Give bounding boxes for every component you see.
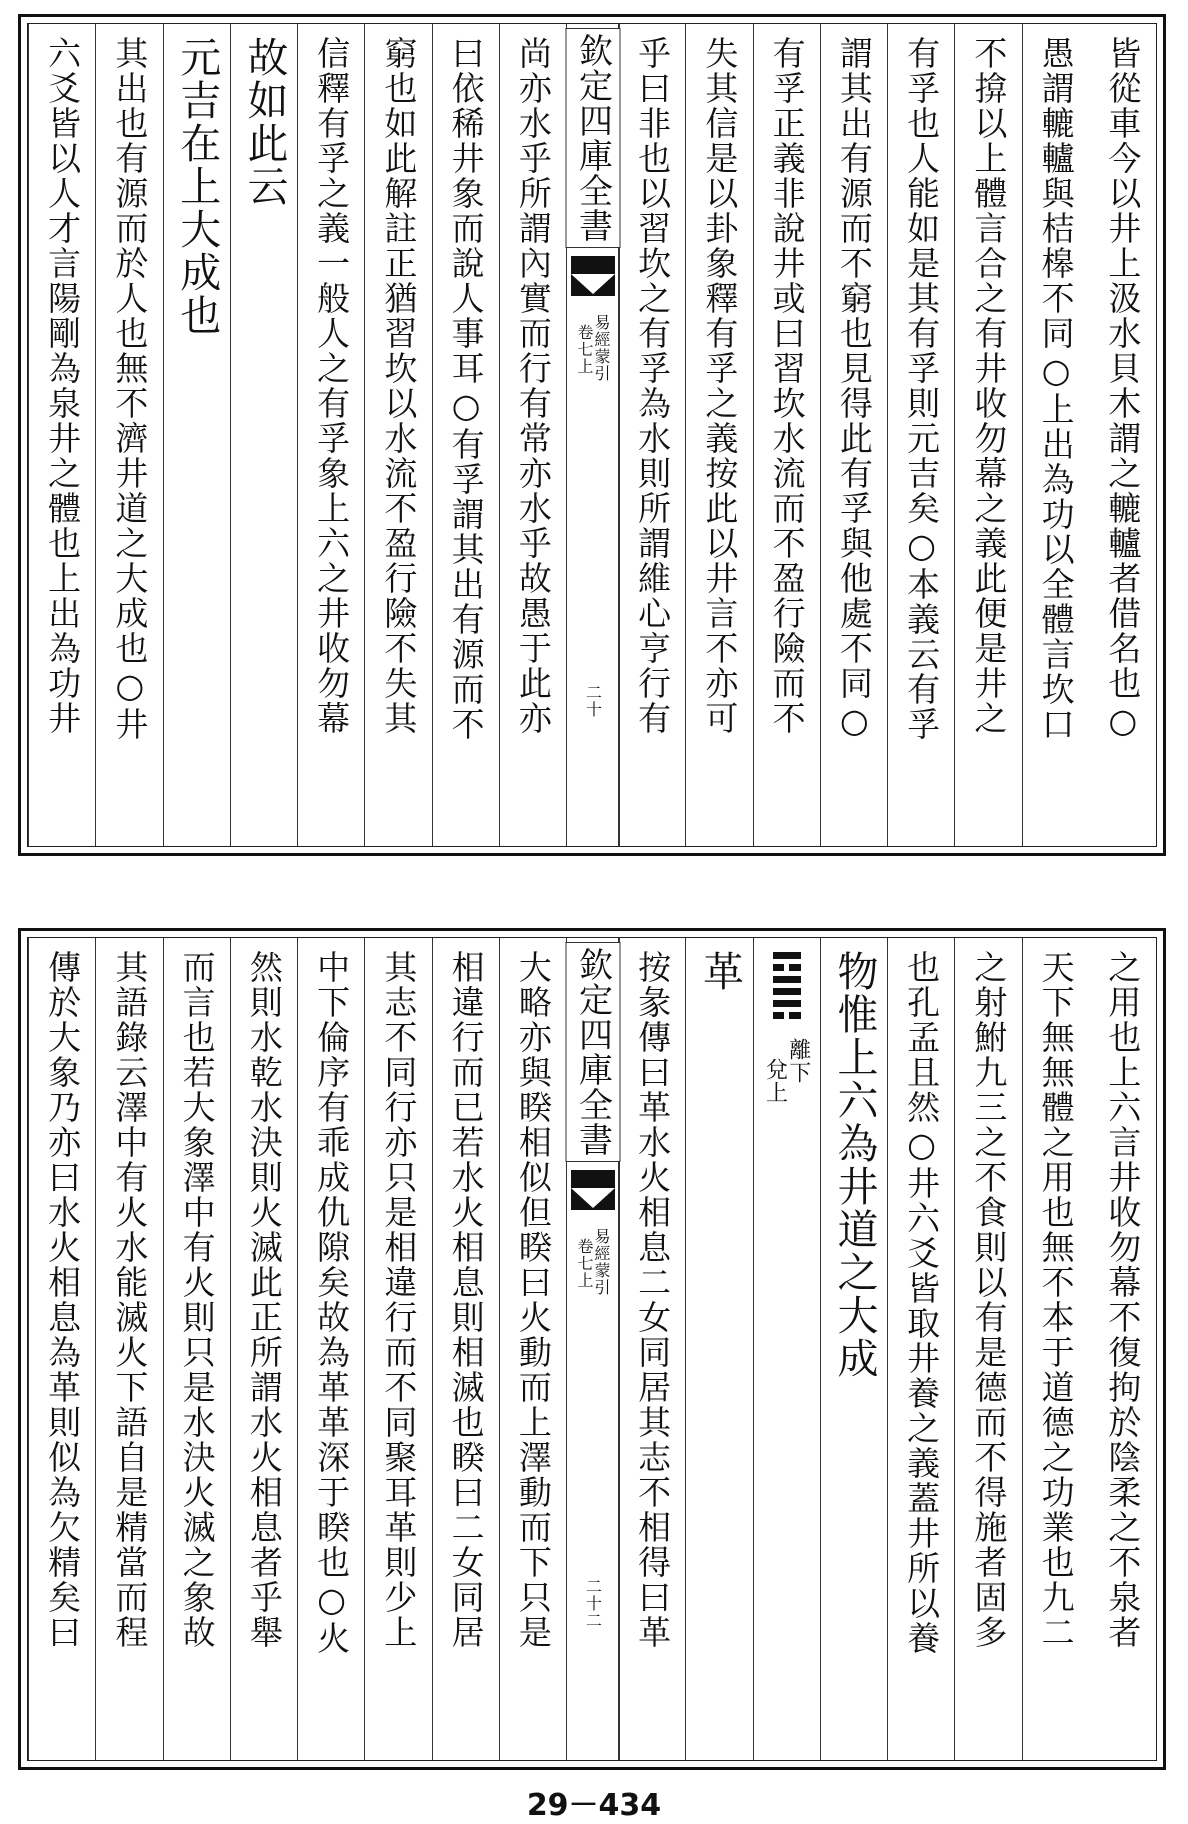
- column-text: 中下倫序有乖成仇隙矣故為革革深于睽也○火: [312, 950, 352, 1656]
- column-text: 之用也上六言井收勿幕不復拘於陰柔之不泉者: [1103, 950, 1143, 1650]
- column-text: 按彖傳曰革水火相息二女同居其志不相得曰革: [633, 950, 673, 1650]
- volume-label: 卷七上: [575, 1238, 594, 1289]
- folio-number: 二十: [583, 684, 603, 718]
- text-column: [685, 938, 752, 1760]
- folio-number: 二十二: [583, 1578, 603, 1629]
- hexagram-ge-icon: [773, 952, 801, 1024]
- column-text: 其語錄云澤中有火水能滅火下語自是精當而程: [110, 950, 150, 1650]
- text-column: [1089, 938, 1156, 1760]
- text-column: [887, 24, 954, 846]
- column-text: 曰依稀井象而說人事耳○有孚謂其出有源而不: [446, 36, 486, 742]
- column-text: 元吉在上大成也: [173, 36, 222, 337]
- column-text: 愚謂轆轤與桔槔不同○上出為功以全體言坎口: [1036, 36, 1076, 742]
- text-column: [1022, 938, 1089, 1760]
- column-text: 謂其出有源而不窮也見得此有孚與他處不同○: [834, 36, 874, 742]
- trigram-lower-label: 離下: [785, 1038, 811, 1084]
- text-column: [230, 938, 297, 1760]
- column-text: 尚亦水乎所謂內實而行有常亦水乎故愚于此亦: [513, 36, 553, 736]
- column-text: 窮也如此解註正猶習坎以水流不盈行險不失其: [379, 36, 419, 736]
- text-column: [954, 24, 1021, 846]
- work-title: 易經蒙引: [592, 314, 611, 382]
- text-column: [230, 24, 297, 846]
- column-text: 有孚也人能如是其有孚則元吉矣○本義云有孚: [902, 36, 942, 742]
- column-text: 不揜以上體言合之有井收勿幕之義此便是井之: [969, 36, 1009, 736]
- column-text: 之射鮒九三之不食則以有是德而不得施者固多: [969, 950, 1009, 1650]
- text-column: [1022, 24, 1089, 846]
- column-text: 天下無無體之用也無不本于道德之功業也九二: [1036, 950, 1076, 1650]
- center-gutter: [566, 24, 620, 846]
- text-column: [685, 24, 752, 846]
- column-text: 也孔孟且然○井六爻皆取井養之義蓋井所以養: [902, 950, 942, 1656]
- column-text: 失其信是以卦象釋有孚之義按此以井言不亦可: [700, 36, 740, 736]
- text-column: [820, 938, 887, 1760]
- column-text: 六爻皆以人才言陽剛為泉井之體也上出為功井: [43, 36, 83, 736]
- column-text: 有孚正義非說井或曰習坎水流而不盈行險而不: [767, 36, 807, 736]
- text-column: [753, 24, 820, 846]
- text-column: [163, 938, 230, 1760]
- text-column: [297, 24, 364, 846]
- column-text: 大略亦與睽相似但睽曰火動而上澤動而下只是: [513, 950, 553, 1650]
- text-column: [95, 938, 162, 1760]
- column-text: 故如此云: [240, 36, 289, 208]
- column-text: 相違行而已若水火相息則相滅也睽曰二女同居: [446, 950, 486, 1650]
- top-page-frame: [27, 23, 1157, 847]
- text-column: [364, 938, 431, 1760]
- bottom-page-panel: [18, 928, 1166, 1770]
- text-column: [499, 24, 566, 846]
- text-column: [28, 938, 95, 1760]
- column-text: 傳於大象乃亦曰水火相息為革則似為欠精矣曰: [43, 950, 83, 1650]
- work-title: 易經蒙引: [592, 1228, 611, 1296]
- text-column: [432, 938, 499, 1760]
- column-text: 革: [695, 950, 744, 993]
- text-column: [28, 24, 95, 846]
- text-column: [297, 938, 364, 1760]
- column-text: 然則水乾水決則火滅此正所謂水火相息者乎舉: [244, 950, 284, 1650]
- column-text: 其志不同行亦只是相違行而不同聚耳革則少上: [379, 950, 419, 1650]
- text-column: [364, 24, 431, 846]
- text-column: [887, 938, 954, 1760]
- text-column: [618, 938, 685, 1760]
- volume-label: 卷七上: [575, 324, 594, 375]
- text-column: [95, 24, 162, 846]
- text-column: [820, 24, 887, 846]
- text-column: [499, 938, 566, 1760]
- text-column: [954, 938, 1021, 1760]
- trigram-upper-label: 兌上: [762, 1058, 788, 1104]
- column-text: 其出也有源而於人也無不濟井道之大成也○井: [110, 36, 150, 742]
- center-gutter: [566, 938, 620, 1760]
- page-number: 29－434: [526, 1788, 662, 1823]
- text-column: [1089, 24, 1156, 846]
- column-text: 而言也若大象澤中有火則只是水決火滅之象故: [177, 950, 217, 1650]
- text-column: [618, 24, 685, 846]
- text-column: [753, 938, 820, 1760]
- fish-tail-ornament: [571, 1170, 615, 1210]
- column-text: 皆從車今以井上汲水貝木謂之轆轤者借名也○: [1103, 36, 1143, 742]
- book-title: 欽定四庫全書: [566, 28, 621, 248]
- column-text: 物惟上六為井道之大成: [830, 950, 879, 1380]
- column-text: 乎曰非也以習坎之有孚為水則所謂維心亨行有: [633, 36, 673, 736]
- text-column: [163, 24, 230, 846]
- fish-tail-ornament: [571, 256, 615, 296]
- book-title: 欽定四庫全書: [566, 942, 621, 1162]
- top-page-panel: [18, 14, 1166, 856]
- column-text: 信釋有孚之義一般人之有孚象上六之井收勿幕: [312, 36, 352, 736]
- text-column: [432, 24, 499, 846]
- bottom-page-frame: [27, 937, 1157, 1761]
